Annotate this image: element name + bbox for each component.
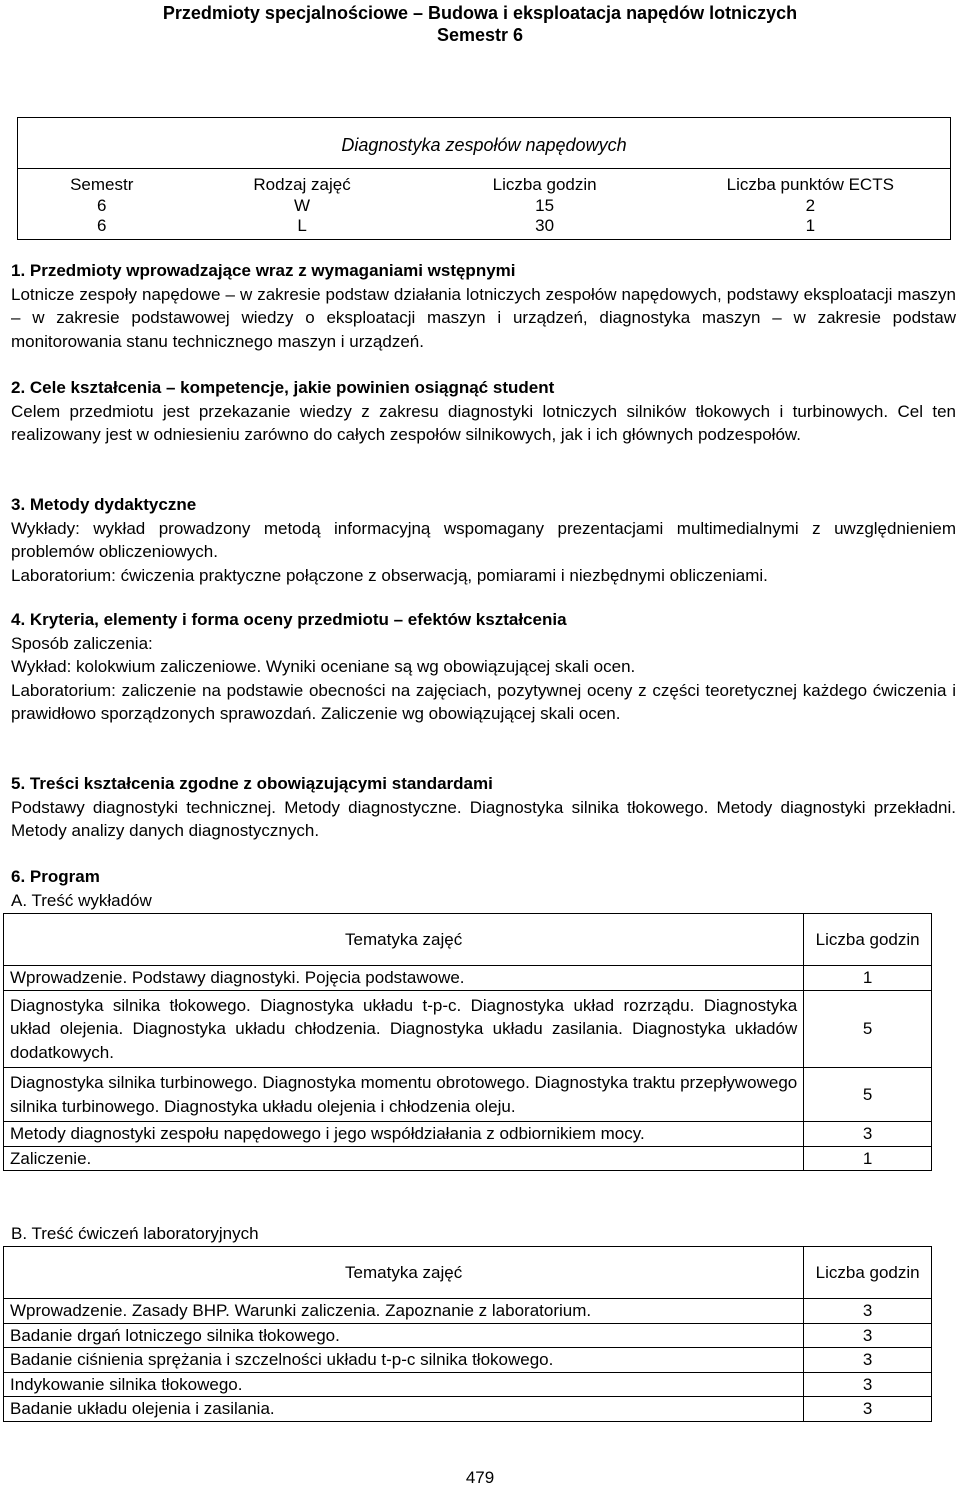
section-title: 3. Metody dydaktyczne <box>11 495 197 514</box>
table-cell: W <box>294 196 311 215</box>
lab-hours: 3 <box>804 1348 932 1373</box>
document-header-title: Przedmioty specjalnościowe – Budowa i eksploatacja napędów lotniczych <box>162 3 798 23</box>
table-cell: 30 <box>419 216 671 240</box>
table-cell: 1 <box>671 216 951 240</box>
section-text: Sposób zaliczenia: <box>11 633 153 653</box>
lecture-topic: Diagnostyka silnika turbinowego. Diagnostyka momentu obrotowego. Diagnostyka traktu przepływowego silnika turbinowego. Diagnostyka układu olejenia i chłodzenia oleju. <box>4 1068 804 1122</box>
table-row <box>4 1372 932 1397</box>
table-cell: 2 <box>671 196 951 216</box>
table-cell: 15 <box>535 196 555 215</box>
lab-topic: Indykowanie silnika tłokowego. <box>4 1372 804 1397</box>
column-header-topic: Tematyka zajęć <box>4 1247 804 1299</box>
section-title: 1. Przedmioty wprowadzające wraz z wymaganiami wstępnymi <box>11 261 516 280</box>
page-number: 479 <box>465 1468 495 1487</box>
section-text: Wykłady: wykład prowadzony metodą informacyjną wspomagany prezentacjami multimedialnymi z uwzględnieniem problemów obliczeniowych. <box>11 518 956 561</box>
lecture-hours: 3 <box>804 1122 932 1147</box>
section-title: 4. Kryteria, elementy i forma oceny przedmiotu – efektów kształcenia <box>11 610 567 629</box>
lab-hours: 3 <box>804 1299 932 1324</box>
lecture-hours: 1 <box>804 966 932 991</box>
section-assessment <box>11 608 956 726</box>
section-text: Laboratorium: zaliczenie na podstawie obecności na zajęciach, pozytywnej oceny z części teoretycznej każdego ćwiczenia i prawidłowo sporządzonych sprawozdań. Zaliczenie wg obowiązującej skali ocen. <box>11 680 956 723</box>
table-row <box>4 1299 932 1324</box>
lab-hours: 3 <box>804 1372 932 1397</box>
document-header-semester: Semestr 6 <box>436 25 524 45</box>
lab-table <box>3 1246 932 1422</box>
section-text: Wykład: kolokwium zaliczeniowe. Wyniki oceniane są wg obowiązującej skali ocen. <box>11 657 636 676</box>
lab-topic: Wprowadzenie. Zasady BHP. Warunki zaliczenia. Zapoznanie z laboratorium. <box>4 1299 804 1324</box>
table-cell: 6 <box>18 216 186 240</box>
section-prerequisites <box>11 259 956 353</box>
section-teaching-methods <box>11 493 956 587</box>
section-text: Lotnicze zespoły napędowe – w zakresie podstaw działania lotniczych zespołów napędowych, podstawy eksploatacji maszyn – w zakresie podstawowej wiedzy o eksploatacji maszyn i urządzeń, diagnostyka maszyn – w zakresie podstaw monitorowania stanu technicznego maszyn i urządzeń. <box>11 284 956 351</box>
lab-hours: 3 <box>804 1397 932 1422</box>
course-title: Diagnostyka zespołów napędowych <box>18 118 951 169</box>
lab-hours: 3 <box>804 1323 932 1348</box>
section-text: Celem przedmiotu jest przekazanie wiedzy z zakresu diagnostyki lotniczych silników tłokowych i turbinowych. Cel ten realizowany jest w odniesieniu zarówno do całych zespołów silnikowych, jak i ich głównych podzespołów. <box>11 401 956 444</box>
section-program <box>11 865 956 912</box>
lecture-heading: A. Treść wykładów <box>11 890 152 910</box>
table-cell: L <box>185 216 418 240</box>
table-row <box>4 1146 932 1171</box>
column-header-semester: Semestr <box>18 169 186 197</box>
lab-heading: B. Treść ćwiczeń laboratoryjnych <box>11 1224 259 1243</box>
table-row <box>4 990 932 1068</box>
section-title: 6. Program <box>11 867 100 886</box>
section-learning-goals <box>11 376 956 447</box>
lecture-table <box>3 913 932 1171</box>
section-title: 2. Cele kształcenia – kompetencje, jakie powinien osiągnąć student <box>11 378 555 397</box>
section-text: Podstawy diagnostyki technicznej. Metody diagnostyczne. Diagnostyka silnika tłokowego. Metody diagnostyki przekładni. Metody analizy danych diagnostycznych. <box>11 797 956 840</box>
table-row <box>4 1348 932 1373</box>
section-content-standards <box>11 772 956 843</box>
lecture-topic: Zaliczenie. <box>4 1146 804 1171</box>
table-row <box>4 1122 932 1147</box>
section-title: 5. Treści kształcenia zgodne z obowiązującymi standardami <box>11 774 493 793</box>
table-row <box>4 966 932 991</box>
lecture-topic: Diagnostyka silnika tłokowego. Diagnostyka układu t-p-c. Diagnostyka układ rozrządu. Diagnostyka układ olejenia. Diagnostyka układu chłodzenia. Diagnostyka układu zasilania. Diagnostyka układów dodatkowych. <box>4 990 804 1068</box>
lab-topic: Badanie ciśnienia sprężania i szczelności układu t-p-c silnika tłokowego. <box>4 1348 804 1373</box>
column-header-topic: Tematyka zajęć <box>4 914 804 966</box>
column-header-class-type: Rodzaj zajęć <box>185 169 418 197</box>
section-text: Laboratorium: ćwiczenia praktyczne połączone z obserwacją, pomiarami i niezbędnymi obliczeniami. <box>11 565 768 585</box>
lecture-topic: Wprowadzenie. Podstawy diagnostyki. Pojęcia podstawowe. <box>4 966 804 991</box>
course-info-table <box>17 117 951 240</box>
lab-heading-block <box>11 1222 956 1246</box>
column-header-hours: Liczba godzin <box>419 169 671 197</box>
lecture-hours: 5 <box>804 1068 932 1122</box>
column-header-hours: Liczba godzin <box>804 914 932 966</box>
lab-topic: Badanie drgań lotniczego silnika tłokowego. <box>4 1323 804 1348</box>
table-row <box>4 1323 932 1348</box>
table-row <box>4 1068 932 1122</box>
lecture-hours: 5 <box>804 990 932 1068</box>
column-header-hours: Liczba godzin <box>804 1247 932 1299</box>
table-cell: 6 <box>18 196 186 216</box>
lecture-topic: Metody diagnostyki zespołu napędowego i jego współdziałania z odbiornikiem mocy. <box>4 1122 804 1147</box>
column-header-ects: Liczba punktów ECTS <box>671 169 951 197</box>
lab-topic: Badanie układu olejenia i zasilania. <box>4 1397 804 1422</box>
lecture-hours: 1 <box>804 1146 932 1171</box>
table-row <box>4 1397 932 1422</box>
